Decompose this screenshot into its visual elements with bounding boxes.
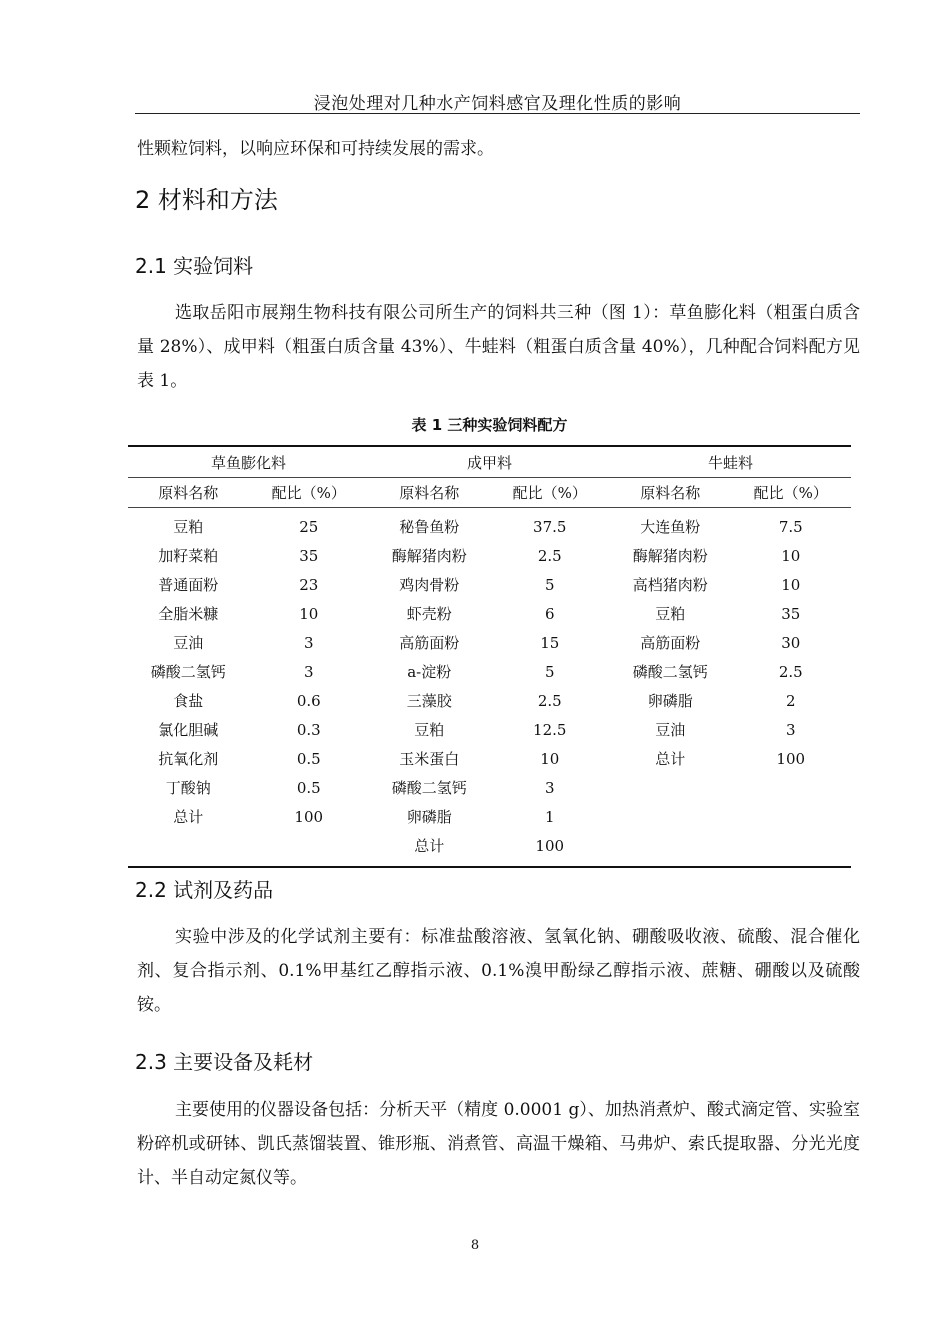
table-cell: 酶解猪肉粉	[632, 547, 708, 565]
table-column-header	[128, 478, 851, 507]
table-cell: 23	[299, 575, 319, 594]
table-row	[128, 831, 851, 860]
table-cell: 三藻胶	[406, 692, 452, 710]
table-cell: 37.5	[533, 517, 567, 536]
page-number: 8	[470, 1238, 480, 1253]
table-cell: 普通面粉	[158, 576, 219, 594]
table-row	[128, 773, 851, 802]
table-cell: 抗氧化剂	[158, 750, 219, 768]
table-cell: 3	[303, 662, 314, 681]
table-cell: 食盐	[173, 692, 204, 710]
column-header: 原料名称	[640, 484, 701, 502]
table-cell: 大连鱼粉	[640, 518, 701, 536]
table-row	[128, 512, 851, 541]
table-cell: 磷酸二氢钙	[150, 663, 226, 681]
table-cell: 5	[544, 575, 555, 594]
table-cell: 总计	[414, 837, 445, 855]
table-cell: 卵磷脂	[406, 808, 452, 826]
table-cell: a-淀粉	[407, 663, 452, 681]
table-cell: 5	[544, 662, 555, 681]
table-body	[128, 508, 851, 866]
table-cell: 6	[544, 604, 555, 623]
column-header: 原料名称	[399, 484, 460, 502]
table-cell: 玉米蛋白	[399, 750, 460, 768]
table-cell: 虾壳粉	[406, 605, 452, 623]
feed-formula-table	[128, 445, 851, 868]
table-bottom-rule	[128, 866, 851, 868]
table-group-header	[128, 447, 851, 477]
table-cell: 3	[544, 778, 555, 797]
table-cell: 2.5	[537, 691, 562, 710]
table-row	[128, 744, 851, 773]
table-cell: 豆油	[655, 721, 686, 739]
table-cell: 豆粕	[414, 721, 445, 739]
table-cell: 2	[785, 691, 796, 710]
table-cell: 15	[540, 633, 560, 652]
header-rule	[135, 113, 860, 114]
table-cell: 35	[299, 546, 319, 565]
table-cell: 10	[781, 575, 801, 594]
equipment-paragraph: 主要使用的仪器设备包括：分析天平（精度 0.0001 g）、加热消煮炉、酸式滴定管、实验室粉碎机或研钵、凯氏蒸馏装置、锥形瓶、消煮管、高温干燥箱、马弗炉、索氏提取器、分光光度计、半自动定氮仪等。	[137, 1100, 860, 1188]
table-cell: 1	[544, 807, 555, 826]
table-cell: 磷酸二氢钙	[632, 663, 708, 681]
table-cell: 100	[535, 836, 565, 855]
table-cell: 磷酸二氢钙	[391, 779, 467, 797]
table-cell: 0.5	[296, 778, 321, 797]
subsection-heading-equipment: 2.3 主要设备及耗材	[135, 1050, 314, 1074]
table-cell: 3	[785, 720, 796, 739]
subsection-heading-reagents: 2.2 试剂及药品	[135, 878, 274, 902]
table-cell: 10	[299, 604, 319, 623]
subsection-heading-feeds: 2.1 实验饲料	[135, 254, 254, 278]
section-heading-materials-methods: 2 材料和方法	[135, 186, 278, 214]
table-row	[128, 541, 851, 570]
table-cell: 豆粕	[655, 605, 686, 623]
table-caption: 表 1 三种实验饲料配方	[411, 416, 568, 434]
table-cell: 总计	[173, 808, 204, 826]
table-cell: 氯化胆碱	[158, 721, 219, 739]
table-cell: 7.5	[778, 517, 803, 536]
intro-paragraph-tail: 性颗粒饲料，以响应环保和可持续发展的需求。	[137, 139, 494, 159]
table-cell: 35	[781, 604, 801, 623]
table-cell: 2.5	[778, 662, 803, 681]
reagents-paragraph: 实验中涉及的化学试剂主要有：标准盐酸溶液、氢氧化钠、硼酸吸收液、硫酸、混合催化剂、复合指示剂、0.1%甲基红乙醇指示液、0.1%溴甲酚绿乙醇指示液、蔗糖、硼酸以及硫酸铵。	[137, 927, 860, 1015]
table-cell: 30	[781, 633, 801, 652]
table-cell: 总计	[655, 750, 686, 768]
table-row	[128, 570, 851, 599]
table-row	[128, 802, 851, 831]
table-cell: 秘鲁鱼粉	[399, 518, 460, 536]
table-cell: 0.3	[296, 720, 321, 739]
table-cell: 豆粕	[173, 518, 204, 536]
table-cell: 100	[776, 749, 806, 768]
table-row	[128, 686, 851, 715]
running-header: 浸泡处理对几种水产饲料感官及理化性质的影响	[313, 94, 682, 114]
table-cell: 2.5	[537, 546, 562, 565]
table-cell: 丁酸钠	[165, 779, 211, 797]
column-header: 配比（%）	[271, 484, 346, 502]
table-cell: 0.5	[296, 749, 321, 768]
table-row	[128, 715, 851, 744]
group-header-bullfrog: 牛蛙料	[707, 453, 753, 472]
table-cell: 10	[540, 749, 560, 768]
column-header: 配比（%）	[753, 484, 828, 502]
table-cell: 10	[781, 546, 801, 565]
table-cell: 高档猪肉粉	[632, 576, 708, 594]
table-cell: 酶解猪肉粉	[391, 547, 467, 565]
group-header-turtle: 成甲料	[466, 453, 512, 472]
table-cell: 高筋面粉	[399, 634, 460, 652]
table-cell: 鸡肉骨粉	[399, 576, 460, 594]
column-header: 配比（%）	[512, 484, 587, 502]
table-cell: 12.5	[533, 720, 567, 739]
column-header: 原料名称	[158, 484, 219, 502]
table-cell: 100	[294, 807, 324, 826]
table-row	[128, 628, 851, 657]
table-cell: 高筋面粉	[640, 634, 701, 652]
feeds-paragraph: 选取岳阳市展翔生物科技有限公司所生产的饲料共三种（图 1）：草鱼膨化料（粗蛋白质含量 28%）、成甲料（粗蛋白质含量 43%）、牛蛙料（粗蛋白质含量 40%），几种配合饲料配方见表 1。	[137, 303, 860, 391]
group-header-grass-carp: 草鱼膨化料	[210, 453, 286, 472]
table-cell: 25	[299, 517, 319, 536]
table-cell: 0.6	[296, 691, 321, 710]
table-row	[128, 599, 851, 628]
table-cell: 加籽菜粕	[158, 547, 219, 565]
table-row	[128, 657, 851, 686]
table-cell: 卵磷脂	[647, 692, 693, 710]
table-cell: 全脂米糠	[158, 605, 219, 623]
table-cell: 豆油	[173, 634, 204, 652]
table-cell: 3	[303, 633, 314, 652]
